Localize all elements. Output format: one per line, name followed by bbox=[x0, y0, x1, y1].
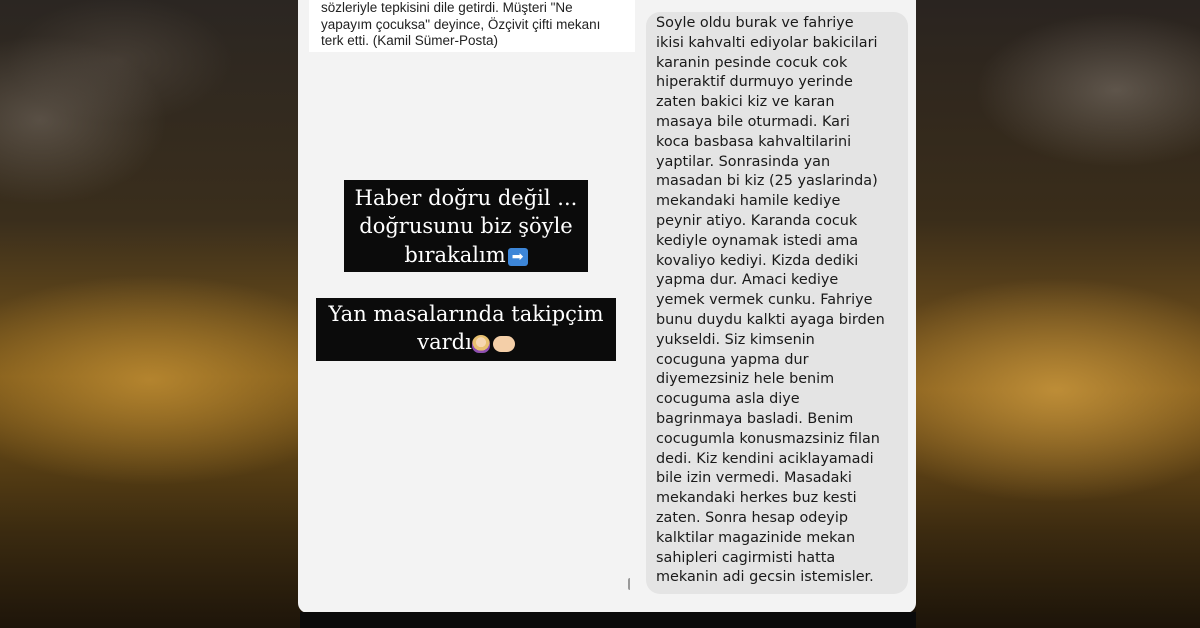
story-caption-1-line-2: doğrusunu biz şöyle bbox=[344, 210, 588, 242]
news-excerpt-line: sözleriyle tepkisini dile getirdi. Müşteri "Ne bbox=[321, 0, 573, 15]
message-line: peynir atiyo. Karanda cocuk bbox=[656, 212, 858, 229]
message-line: yukseldi. Siz kimsenin bbox=[656, 331, 815, 348]
woman-tipping-hand-icon bbox=[472, 335, 490, 353]
message-line: diyemezsiniz hele benim bbox=[656, 371, 835, 388]
message-line: kediyle oynamak istedi ama bbox=[656, 232, 859, 249]
message-line: yemek vermek cunku. Fahriye bbox=[656, 292, 873, 309]
message-line: kalktilar magazinide mekan bbox=[656, 529, 856, 546]
story-caption-2-line-2: vardı bbox=[316, 328, 616, 361]
message-line: masadan bi kiz (25 yaslarinda) bbox=[656, 173, 878, 190]
story-caption-1-line-1: Haber doğru değil ... bbox=[344, 180, 588, 217]
message-line: dedi. Kiz kendini aciklayamadi bbox=[656, 450, 874, 467]
blurred-background-left bbox=[0, 0, 300, 628]
news-excerpt-line: yapayım çocuksa" deyince, Özçivit çifti mekanı bbox=[321, 16, 601, 32]
message-line: yaptilar. Sonrasinda yan bbox=[656, 153, 831, 170]
blurred-background-right bbox=[916, 0, 1200, 628]
message-line: cocuguma asla diye bbox=[656, 391, 800, 408]
message-line: mekanin adi gecsin istemisler. bbox=[656, 569, 874, 586]
story-caption-2-line-1: Yan masalarında takipçim bbox=[316, 298, 616, 330]
message-line: kovaliyo kediyi. Kizda dediki bbox=[656, 252, 859, 269]
message-line: mekandaki hamile kediye bbox=[656, 193, 841, 210]
scroll-edge-mark bbox=[628, 578, 634, 590]
news-excerpt-text bbox=[321, 0, 633, 52]
message-line: hiperaktif durmuyo yerinde bbox=[656, 74, 853, 91]
story-caption-1-line-3: bırakalım ➡ bbox=[344, 240, 588, 272]
message-line: bile izin vermedi. Masadaki bbox=[656, 470, 852, 487]
message-line: bunu duydu kalkti ayaga birden bbox=[656, 311, 885, 328]
message-line: cocuguna yapma dur bbox=[656, 351, 809, 368]
message-line: ikisi kahvalti ediyolar bakicilari bbox=[656, 34, 878, 51]
heart-hands-icon bbox=[493, 336, 515, 352]
message-line: masaya bile oturmadi. Kari bbox=[656, 113, 850, 130]
news-excerpt-line: terk etti. (Kamil Sümer-Posta) bbox=[321, 33, 499, 48]
message-line: cocugumla konusmazsiniz filan bbox=[656, 430, 880, 447]
message-line: karanin pesinde cocuk cok bbox=[656, 54, 848, 71]
message-line: mekandaki herkes buz kesti bbox=[656, 490, 857, 507]
message-line: bagrinmaya basladi. Benim bbox=[656, 410, 854, 427]
message-line: zaten bakici kiz ve karan bbox=[656, 94, 835, 111]
message-bubble-text bbox=[656, 14, 906, 588]
message-line: sahipleri cagirmisti hatta bbox=[656, 549, 836, 566]
message-line: yapma dur. Amaci kediye bbox=[656, 272, 839, 289]
message-line: Soyle oldu burak ve fahriye bbox=[656, 15, 854, 31]
message-line: koca basbasa kahvaltilarini bbox=[656, 133, 852, 150]
bottom-bar bbox=[300, 612, 916, 628]
message-line: zaten. Sonra hesap odeyip bbox=[656, 509, 848, 526]
right-arrow-icon: ➡ bbox=[508, 248, 528, 266]
